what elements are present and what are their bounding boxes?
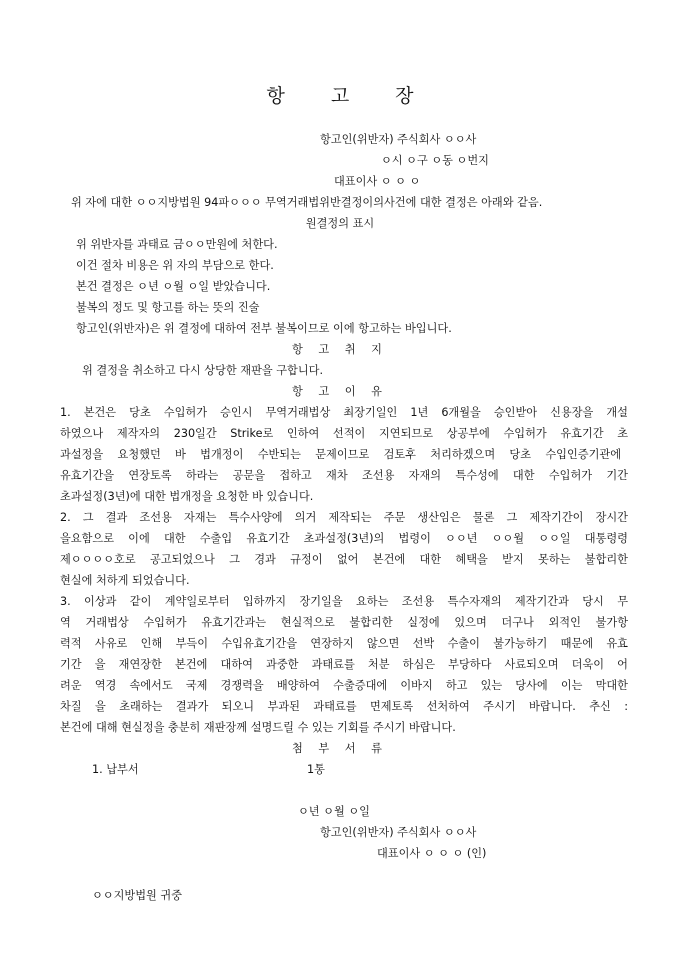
reason-line: 본건에 대해 현실정을 충분히 재판장께 설명드릴 수 있는 기회를 주시기 바랍니다. xyxy=(60,721,456,734)
appeal-purpose-heading: 항 고 취 지 xyxy=(292,343,388,356)
attachments-heading: 첨 부 서 류 xyxy=(292,742,388,755)
document-title xyxy=(0,81,680,108)
reason-line: 차질 을 초래하는 결과가 되오니 부과된 과태료를 면제토록 선처하여 주시기 바랍니다. 추신 : xyxy=(60,700,628,713)
reason-line: 역 거래법상 수입허가 유효기간과는 현실적으로 불합리한 실정에 있으며 더구나 외적인 불가항 xyxy=(60,616,628,629)
reason-line: 력적 사유로 인해 부득이 수입유효기간을 연장하지 않으면 선박 수출이 불가능하기 때문에 유효 xyxy=(60,637,628,650)
reason-line: 현실에 처하게 되었습니다. xyxy=(60,574,190,587)
reason-line: 초과설정(3년)에 대한 법개정을 요청한 바 있습니다. xyxy=(60,490,314,503)
attachment-item: 1. 납부서 xyxy=(92,763,139,776)
original-decision-line: 불복의 정도 및 항고를 하는 뜻의 진술 xyxy=(76,301,260,314)
original-decision-line: 항고인(위반자)은 위 결정에 대하여 전부 불복이므로 이에 항고하는 바입니다. xyxy=(76,322,452,335)
appellant-address: ㅇ시 ㅇ구 ㅇ동 ㅇ번지 xyxy=(381,154,489,167)
original-decision-line: 위 위반자를 과태료 금ㅇㅇ만원에 처한다. xyxy=(76,238,278,251)
reason-line: 려운 역경 속에서도 국제 경쟁력을 배양하여 수출증대에 이바지 하고 있는 당사에 이는 막대한 xyxy=(60,679,628,692)
reason-line: 유효기간을 연장토록 하라는 공문을 접하고 재차 조선용 자재의 특수성에 대한 수입허가 기간 xyxy=(60,469,628,482)
court-addressee: ㅇㅇ지방법원 귀중 xyxy=(92,889,183,902)
attachment-count: 1통 xyxy=(307,763,325,776)
filing-date: ㅇ년 ㅇ월 ㅇ일 xyxy=(298,805,370,818)
reason-line: 3. 이상과 같이 계약일로부터 입하까지 장기일을 요하는 조선용 특수자재의 제작기간과 당시 무 xyxy=(60,595,628,608)
appellant-name: 항고인(위반자) 주식회사 ㅇㅇ사 xyxy=(320,133,477,146)
signer-representative: 대표이사 ㅇ ㅇ ㅇ (인) xyxy=(377,847,487,860)
reason-line: 1. 본건은 당초 수입허가 승인시 무역거래법상 최장기일인 1년 6개월을 승인받아 신용장을 개설 xyxy=(60,406,628,419)
original-decision-line: 이건 절차 비용은 위 자의 부담으로 한다. xyxy=(76,259,274,272)
appeal-reason-heading: 항 고 이 유 xyxy=(292,385,388,398)
reason-line: 과설정을 요청했던 바 법개정이 수반되는 문제이므로 검토후 처리하겠으며 당초 수입인증기관에 xyxy=(60,448,621,461)
reason-line: 을요함으로 이에 대한 수출입 유효기간 초과설정(3년)의 법령이 ㅇㅇ년 ㅇㅇ월 ㅇㅇ일 대통령령 xyxy=(60,532,628,545)
title-char-2: 고 xyxy=(330,85,350,107)
reason-line: 제ㅇㅇㅇㅇ호로 공고되었으나 그 경과 규정이 없어 본건에 대한 혜택을 받지 못하는 불합리한 xyxy=(60,553,628,566)
signer-name: 항고인(위반자) 주식회사 ㅇㅇ사 xyxy=(320,826,477,839)
reason-line: 기간 을 재연장한 본건에 대하여 과중한 과태료를 처분 하심은 부당하다 사료되오며 더욱이 어 xyxy=(60,658,628,671)
original-decision-heading: 원결정의 표시 xyxy=(305,217,375,230)
intro-statement: 위 자에 대한 ㅇㅇ지방법원 94파ㅇㅇㅇ 무역거래법위반결정이의사건에 대한 결정은 아래와 같음. xyxy=(71,196,543,209)
title-char-3: 장 xyxy=(395,85,414,107)
original-decision-line: 본건 결정은 ㅇ년 ㅇ월 ㅇ일 받았습니다. xyxy=(76,280,271,293)
title-char-1: 항 xyxy=(266,85,285,107)
reason-line: 하였으나 제작자의 230일간 Strike로 인하여 선적이 지연되므로 상공부에 수입허가 유효기간 초 xyxy=(60,427,628,440)
appeal-purpose-text: 위 결정을 취소하고 다시 상당한 재판을 구합니다. xyxy=(82,364,324,377)
reason-line: 2. 그 결과 조선용 자재는 특수사양에 의거 제작되는 주문 생산임은 물론 그 제작기간이 장시간 xyxy=(60,511,628,524)
appellant-representative: 대표이사 ㅇ ㅇ ㅇ xyxy=(334,175,421,188)
